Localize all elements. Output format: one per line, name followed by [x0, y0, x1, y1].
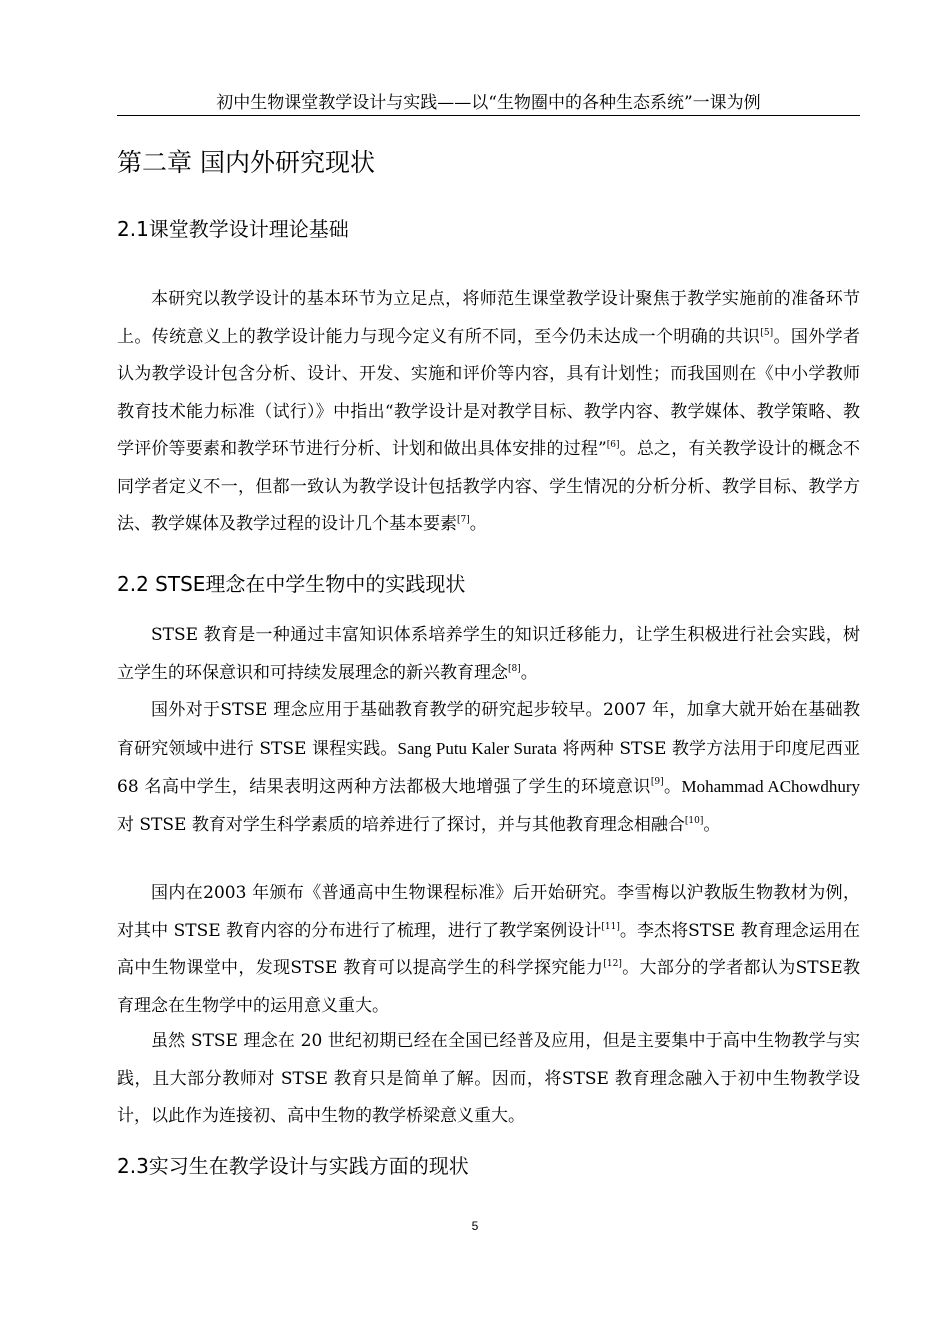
citation: [10]	[684, 815, 704, 826]
citation: [7]	[457, 515, 470, 525]
header-divider	[117, 115, 860, 116]
section-heading-2-3: 2.3实习生在教学设计与实践方面的现状	[117, 1154, 469, 1178]
citation: [5]	[760, 327, 774, 338]
paragraph-2-1: 本研究以教学设计的基本环节为立足点，将师范生课堂教学设计聚焦于教学实施前的准备环节上。传统意义上的教学设计能力与现今定义有所不同，至今仍未达成一个明确的共识[5]。国外学者认为教学设计包含分析、设计、开发、实施和评价等内容，具有计划性；而我国则在《中小学教师教育技术能力标准（试行）》中指出“教学设计是对教学目标、教学内容、教学媒体、教学策略、教学评价等要素和教学环节进行分析、计划和做出具体安排的过程”[6]。总之，有关教学设计的概念不同学者定义不一，但都一致认为教学设计包括教学内容、学生情况的分析分析、教学目标、教学方法、教学媒体及教学过程的设计几个基本要素[7]。	[117, 289, 861, 534]
paragraph-2-2-c: 国内在2003 年颁布《普通高中生物课程标准》后开始研究。李雪梅以沪教版生物教材为例，对其中 STSE 教育内容的分布进行了梳理，进行了教学案例设计[11]。李杰将STSE 教育理念运用在高中生物课堂中，发现STSE 教育可以提高学生的科学探究能力[12]。大部分的学者都认为STSE教育理念在生物学中的运用意义重大。	[117, 883, 860, 1016]
author-name: Sang Putu Kaler Surata	[397, 738, 557, 758]
section-heading-2-2: 2.2 STSE理念在中学生物中的实践现状	[117, 572, 466, 596]
citation: [6]	[606, 440, 620, 450]
citation: [11]	[601, 921, 620, 932]
citation: [9]	[650, 777, 664, 787]
paragraph-2-2-b: 国外对于STSE 理念应用于基础教育教学的研究起步较早。2007 年，加拿大就开始在基础教育研究领域中进行 STSE 课程实践。Sang Putu Kaler Surata 将两种 STSE 教学方法用于印度尼西亚 68 名高中学生，结果表明这两种方法都极大地增强了学生的环境意识[9]。Mohammad AChowdhury 对 STSE 教育对学生科学素质的培养进行了探讨，并与其他教育理念相融合[10]。	[117, 700, 860, 835]
citation: [8]	[508, 663, 521, 674]
citation: [12]	[603, 959, 622, 969]
author-name: Mohammad AChowdhury	[681, 777, 860, 796]
page-number: 5	[471, 1219, 479, 1233]
paragraph-2-2-d: 虽然 STSE 理念在 20 世纪初期已经在全国已经普及应用，但是主要集中于高中生物教学与实践，且大部分教师对 STSE 教育只是简单了解。因而，将STSE 教育理念融入于初中生物教学设计，以此作为连接初、高中生物的教学桥梁意义重大。	[117, 1031, 860, 1126]
chapter-title: 第二章 国内外研究现状	[117, 148, 375, 177]
section-heading-2-1: 2.1课堂教学设计理论基础	[117, 217, 349, 241]
paragraph-2-2-a: STSE 教育是一种通过丰富知识体系培养学生的知识迁移能力，让学生积极进行社会实践，树立学生的环保意识和可持续发展理念的新兴教育理念[8]。	[117, 625, 860, 683]
running-header: 初中生物课堂教学设计与实践——以“生物圈中的各种生态系统”一课为例	[216, 93, 761, 113]
